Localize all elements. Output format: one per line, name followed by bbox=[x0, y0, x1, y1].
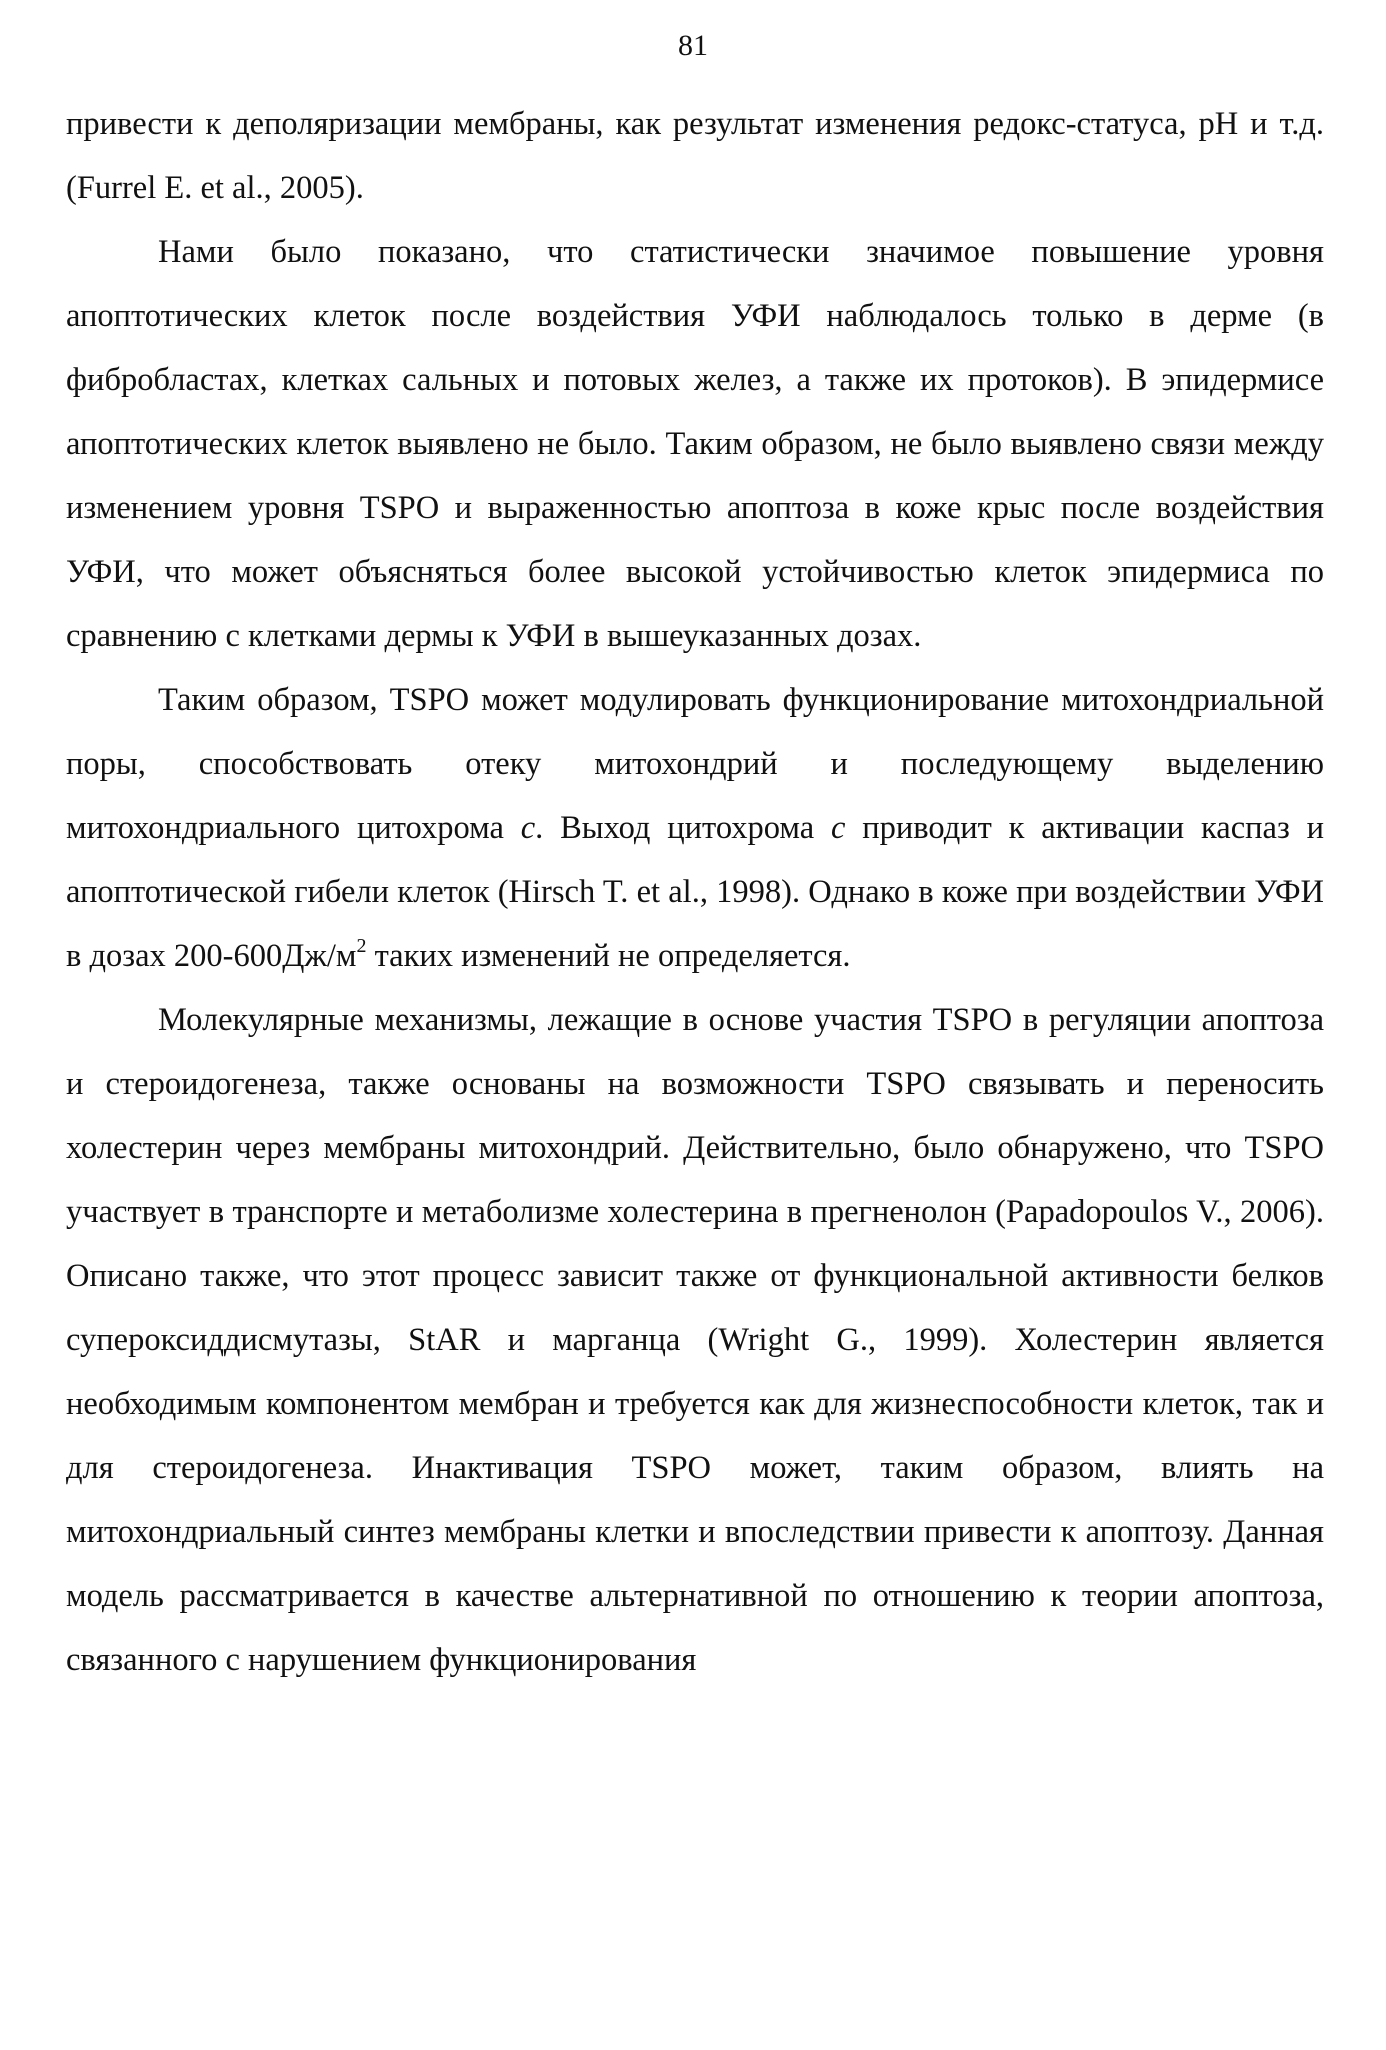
paragraph-4: Молекулярные механизмы, лежащие в основе участия TSPO в регуляции апоптоза и стероидогенеза, также основаны на возможности TSPO связывать и переносить холестерин через мембраны митохондрий. Действительно, было обнаружено, что TSPO участвует в транспорте и метаболизме холестерина в прегненолон (Papadopoulos V., 2006). Описано также, что этот процесс зависит также от функциональной активности белков супероксиддисмутазы, StAR и марганца (Wright G., 1999). Холестерин является необходимым компонентом мембран и требуется как для жизнеспособности клеток, так и для стероидогенеза. Инактивация TSPO может, таким образом, влиять на митохондриальный синтез мембраны клетки и впоследствии привести к апоптозу. Данная модель рассматривается в качестве альтернативной по отношению к теории апоптоза, связанного с нарушением функционирования bbox=[66, 1002, 1324, 1678]
paragraph-3-part-1: Таким образом, TSPO может модулировать функционирование митохондриальной поры, способствовать отеку митохондрий и последующему выделению митохондриального цитохрома bbox=[66, 682, 1324, 846]
body-text bbox=[66, 92, 1324, 1692]
page-number: 81 bbox=[678, 29, 708, 62]
paragraph-3-part-4: таких изменений не определяется. bbox=[366, 938, 851, 974]
paragraph-2: Нами было показано, что статистически значимое повышение уровня апоптотических клеток после воздействия УФИ наблюдалось только в дерме (в фибробластах, клетках сальных и потовых желез, а также их протоков). В эпидермисе апоптотических клеток выявлено не было. Таким образом, не было выявлено связи между изменением уровня TSPO и выраженностью апоптоза в коже крыс после воздействия УФИ, что может объясняться более высокой устойчивостью клеток эпидермиса по сравнению с клетками дермы к УФИ в вышеуказанных дозах. bbox=[66, 234, 1324, 654]
paragraph-3-superscript: 2 bbox=[356, 935, 367, 958]
paragraph-1: привести к деполяризации мембраны, как результат изменения редокс-статуса, pH и т.д. (Furrel E. et al., 2005). bbox=[66, 106, 1324, 206]
paragraph-3-part-2: . Выход цитохрома bbox=[535, 810, 831, 846]
paragraph-3-italic-2: с bbox=[830, 810, 846, 846]
paragraph-3-italic-1: с bbox=[520, 810, 536, 846]
paragraph-3 bbox=[66, 668, 1324, 988]
paragraph-3-part-3: приводит к активации каспаз и апоптотической гибели клеток (Hirsch T. et al., 1998). Однако в коже при воздействии УФИ в дозах 200-600Дж/м bbox=[66, 810, 1324, 974]
